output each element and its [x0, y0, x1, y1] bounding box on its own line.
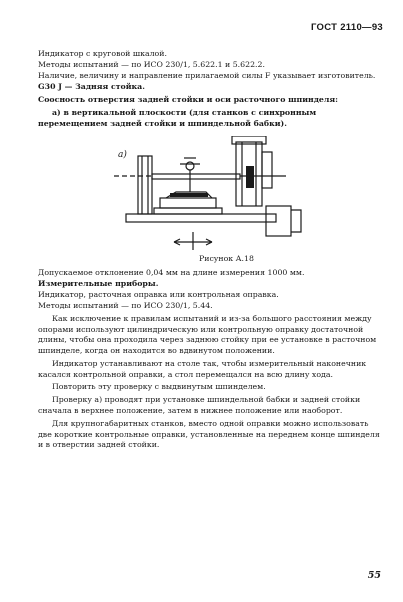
- paragraph-large-machines: Для крупногабаритных станков, вместо одной оправки можно использовать две короткие контрольные оправки, установленные на переднем конце шпинделя и в отверстии задней стойки.: [38, 419, 380, 450]
- figure-a18: [96, 136, 336, 251]
- text-line-indicator: Индикатор с круговой шкалой.: [38, 49, 167, 58]
- paragraph-exception: Как исключение к правилам испытаний и из-за большого расстояния между опорами используют цилиндрическую или контрольную оправку достаточной длины, чтобы она проходила через заднюю стойку при ее установке в расточном шпинделе, когда он находится во вдвинутом положении.: [38, 314, 377, 355]
- indicator-dial: [186, 162, 194, 170]
- paragraph-check-a: Проверку а) проводят при установке шпиндельной бабки и задней стойки сначала в верхнее положение, затем в нижнее положение или наоборот.: [38, 395, 361, 415]
- instruments-list: Индикатор, расточная оправка или контрольная оправка.: [38, 290, 279, 299]
- tail-stand: [138, 156, 152, 214]
- text-line-force: Наличие, величину и направление прилагаемой силы F указывает изготовитель.: [38, 71, 376, 80]
- test-methods-line: Методы испытаний — по ИСО 230/1, 5.44.: [38, 301, 213, 310]
- paragraph-repeat: Повторить эту проверку с выдвинутым шпинделем.: [52, 382, 266, 391]
- text-line-methods: Методы испытаний — по ИСО 230/1, 5.622.1 и 5.622.2.: [38, 60, 265, 69]
- paragraph-indicator: Индикатор устанавливают на столе так, чтобы измерительный наконечник касался контрольной оправки, а стол перемещался на всю длину хода.: [38, 359, 367, 379]
- table: [160, 198, 216, 208]
- text-line-vertical-plane: а) в вертикальной плоскости (для станков с синхронным перемещением задней стойки и шпиндельной бабки).: [38, 108, 317, 128]
- machine-diagram: [96, 136, 336, 251]
- measuring-instruments-heading: Измерительные приборы.: [38, 279, 159, 288]
- figure-label: а): [118, 150, 127, 160]
- tolerance-line: Допускаемое отклонение 0,04 мм на длине измерения 1000 мм.: [38, 268, 305, 277]
- test-mandrel: [152, 174, 240, 179]
- text-line-coaxiality: Соосность отверстия задней стойки и оси расточного шпинделя:: [38, 95, 339, 104]
- bed-base: [126, 214, 276, 222]
- table-slots: [170, 193, 208, 197]
- right-base: [266, 206, 291, 236]
- document-id: ГОСТ 2110—93: [311, 22, 383, 33]
- figure-caption: Рисунок А.18: [199, 254, 254, 263]
- page-number: 55: [367, 570, 381, 581]
- text-line-g30: G30 J — Задняя стойка.: [38, 82, 145, 91]
